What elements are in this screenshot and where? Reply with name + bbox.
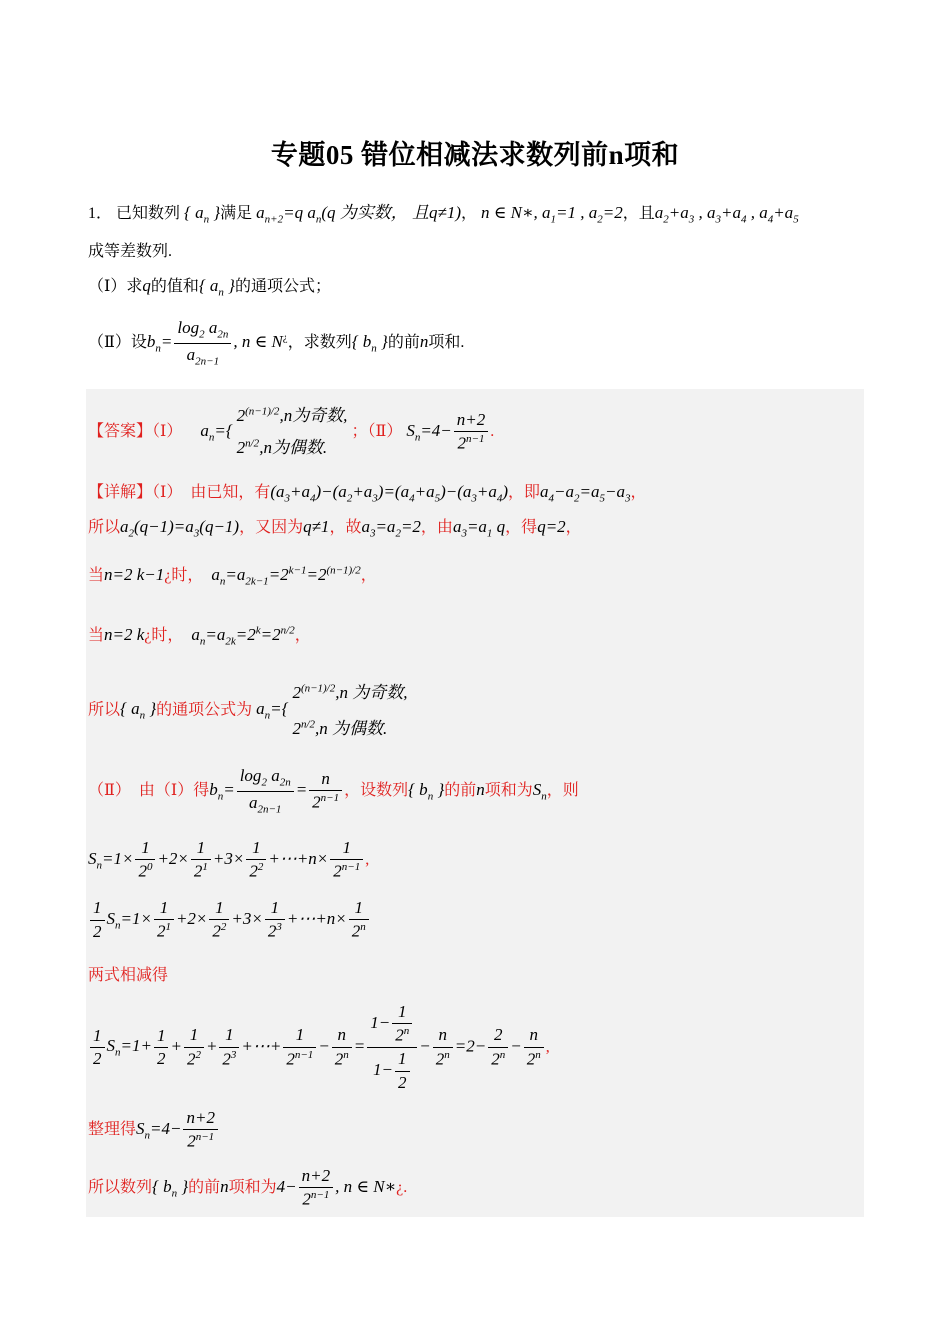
detail-line-4: 当n=2 k¿时， $a_n=a_{2k}=2^k=2^{n/2}$， bbox=[88, 624, 311, 648]
detail-line-2: 所以$a_2(q-1)=a_3(q-1)$，又因为q≠1，故$a_3=a_2=2$，由$a_3=a_1$ q，得q=2， bbox=[88, 517, 582, 540]
detail-line-3: 当n=2 k−1¿时， $a_n=a_{2k-1}=2^{k-1}=2^{(n-1)/2}$， bbox=[88, 564, 377, 588]
simplify-line: 整理得$S_n=4-$ $\frac{n+2}{2^{n-1}}$ bbox=[88, 1108, 220, 1152]
subtract-label: 两式相减得 bbox=[88, 967, 169, 984]
sum-equation: $S_n=1\times$ $\frac{1}{2^0}$ +2× $\frac{1}{2^1}$ +3× $\frac{1}{2^2}$ +⋯+n× $\frac{1}{2^{n-1}}$ , bbox=[88, 838, 370, 882]
problem-part-2: （Ⅱ）设$b_n=$ $\frac{\log_2 a_{2n}}{a_{2n-1}}$ , n ∈ N¿，求数列{ $b_n$ }的前n项和. bbox=[88, 318, 465, 367]
detail-line-1: 【详解】（Ⅰ） 由已知，有$(a_3+a_4)-(a_2+a_3)=(a_4+a_5)-(a_3+a_4)$，即$a_4-a_2=a_5-a_3$， bbox=[88, 482, 647, 505]
problem-line-1: 1． 已知数列 { $a_n$ }满足 $a_{n+2}=q$ $a_n(q$ 为实数， 且q≠1)， n ∈ N∗, $a_1=1$ , $a_2=2$，且$a_2+a_3$ , $a_3+a_4$ , $a_4+a_5$ bbox=[88, 203, 799, 226]
problem-line-2: 成等差数列. bbox=[88, 243, 173, 260]
half-sum-equation: $\frac{1}{2}$ $S_n=1\times$ $\frac{1}{2^1}$ +2× $\frac{1}{2^2}$ +3× $\frac{1}{2^3}$ +⋯+n× $\frac{1}{2^n}$ bbox=[88, 898, 371, 942]
page-title: 专题05 错位相减法求数列前n项和 bbox=[270, 140, 680, 170]
final-line: 所以数列{ $b_n$ }的前n项和为4− $\frac{n+2}{2^{n-1}}$ , n ∈ N∗¿. bbox=[88, 1166, 408, 1210]
detail-line-6: （Ⅱ） 由（Ⅰ）得$b_n=$ $\frac{\log_2 a_{2n}}{a_{2n-1}}$ = $\frac{n}{2^{n-1}}$ ，设数列{ $b_n$ }的前n项和为$S_n$，则 bbox=[88, 766, 579, 815]
difference-equation: $\frac{1}{2}$ $S_n=1+$ $\frac{1}{2}$ + $\frac{1}{2^2}$ + $\frac{1}{2^3}$ +⋯+ $\frac{1}{2^{n-1}}$ − $\frac{n}{2^n}$ = 1− $\frac{1}{2^n}$ 1− $\frac{1}{2}$ − $\frac{n}{2^n}$ =2− $\frac{2}{2^n}$ − $\frac{n}{2^n}$ , bbox=[88, 1002, 550, 1093]
detail-line-5: 所以{ $a_n$ }的通项公式为 $a_n=${ $2^{(n-1)/2},n$ 为奇数, $2^{n/2},n$ 为偶数. bbox=[88, 682, 408, 738]
answer-line: 【答案】（Ⅰ） $a_n=${ $2^{(n-1)/2},n$为奇数, $2^{n/2},n$为偶数. ；（Ⅱ） $S_n=4-$ $\frac{n+2}{2^{n-1}}$ . bbox=[88, 405, 495, 458]
problem-number: 1． bbox=[88, 205, 113, 222]
problem-part-1: （Ⅰ）求q的值和{ $a_n$ }的通项公式； bbox=[88, 276, 331, 299]
